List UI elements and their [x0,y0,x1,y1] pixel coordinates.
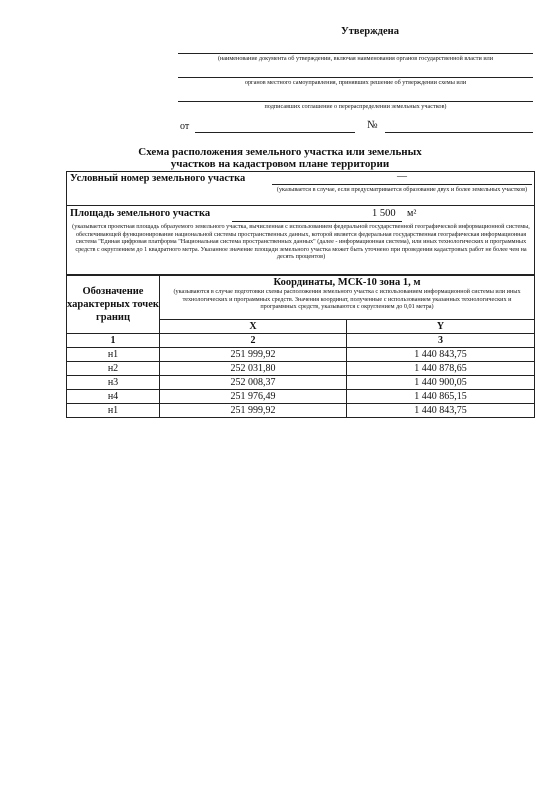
column-number-3: 3 [347,334,535,348]
point-y: 1 440 878,65 [347,362,535,376]
point-name: н4 [67,390,160,404]
area-line [232,221,402,222]
coordinate-system-note: (указываются в случае подготовки схемы расположения земельного участка с использованием информационной системы или иных технологических и программных средств. Значения координат, полученные с использованием указанных технологических и программных средств, указываются с округлением до 0,01 метра) [173,288,521,310]
conditional-number-value: — [397,171,407,182]
number-label: № [367,119,378,131]
column-number-1: 1 [67,334,160,348]
point-name: н2 [67,362,160,376]
conditional-number-line [272,184,532,185]
point-name: н3 [67,376,160,390]
number-line [385,132,533,133]
area-note: (указывается проектная площадь образуемого земельного участка, вычисленная с использованием федеральной государственной географической информационной системы, обеспечивающей функционирование национальной системы пространственных данных, которой является федеральная государственная географическая информационная система "Единая цифровая платформа "Национальная система пространственных данных" (далее - информационная система), или иных технологических и программных средств с округлением до 1 квадратного метра. Указанное значение площади земельного участка может быть уточнено при проведении кадастровых работ не более чем на десять процентов) [72,223,530,260]
area-unit: м² [407,208,417,219]
table-row [67,390,535,404]
area-value: 1 500 [372,208,396,219]
approval-line-3 [178,101,533,102]
approval-caption-3: подписавших соглашение о перераспределении земельных участков) [264,103,447,110]
point-x: 252 008,37 [160,376,347,390]
approval-caption-2: органов местного самоуправления, принявших решение об утверждении схемы или [244,79,467,86]
x-header: X [160,320,347,334]
point-y: 1 440 900,05 [347,376,535,390]
from-label: от [180,121,190,132]
date-line [195,132,355,133]
approval-line-1 [178,53,533,54]
coordinate-system-header: Координаты, МСК-10 зона 1, м [273,277,421,288]
point-y: 1 440 865,15 [347,390,535,404]
point-name: н1 [67,348,160,362]
conditional-number-cell [67,172,535,206]
scheme-title [60,146,500,170]
point-x: 252 031,80 [160,362,347,376]
approved-heading: Утверждена [341,26,399,37]
approval-caption-1: (наименование документа об утверждении, включая наименования органов государственной власти или [217,55,494,62]
area-cell [67,206,535,275]
column-number-2: 2 [160,334,347,348]
scheme-title-line-1: Схема расположения земельного участка или земельных [138,146,422,158]
table-row [67,404,535,418]
scheme-title-line-2: участков на кадастровом плане территории [170,158,390,170]
conditional-number-note: (указывается в случае, если предусматривается образование двух и более земельных участков) [276,186,528,193]
point-name: н1 [67,404,160,418]
point-x: 251 976,49 [160,390,347,404]
point-x: 251 999,92 [160,348,347,362]
table-row [67,348,535,362]
parcel-info-table [66,171,535,275]
point-x: 251 999,92 [160,404,347,418]
coordinate-system-header-cell [160,276,535,320]
designation-header: Обозначение характерных точек границ [67,276,160,334]
approval-line-2 [178,77,533,78]
coordinates-table [66,275,535,418]
point-y: 1 440 843,75 [347,404,535,418]
area-label: Площадь земельного участка [70,208,211,219]
table-row [67,376,535,390]
conditional-number-label: Условный номер земельного участка [70,173,246,184]
point-y: 1 440 843,75 [347,348,535,362]
table-row [67,362,535,376]
y-header: Y [347,320,535,334]
